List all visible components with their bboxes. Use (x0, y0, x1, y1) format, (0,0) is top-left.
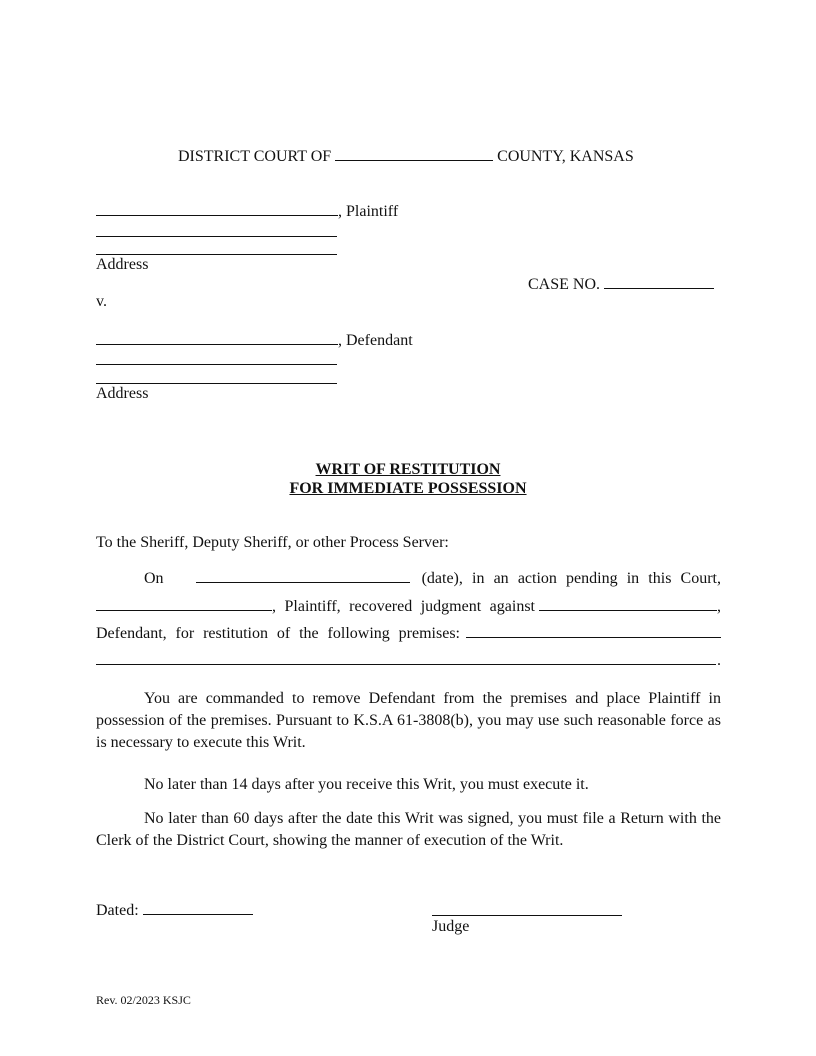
command-paragraph: You are commanded to remove Defendant from the premises and place Plaintiff in possession of the premises. Pursuant to K.S.A 61-3808(b), you may use such reasonable force as is necessary to execute this Writ. (96, 690, 721, 751)
judgment-defendant-field[interactable] (539, 595, 717, 611)
revision-footer: Rev. 02/2023 KSJC (96, 993, 191, 1007)
defendant-name-field[interactable] (96, 329, 338, 345)
defendant-name-line (96, 329, 413, 351)
court-header (178, 145, 634, 167)
premises-field-1[interactable] (466, 622, 721, 638)
case-number-field[interactable] (604, 273, 714, 289)
judgment-date-field[interactable] (196, 567, 410, 583)
dated-field[interactable] (143, 899, 253, 915)
document-title-line-2: FOR IMMEDIATE POSSESSION (289, 480, 527, 497)
county-name-field[interactable] (335, 145, 493, 161)
judgment-plaintiff-field[interactable] (96, 595, 272, 611)
plaintiff-recovered-text: , Plaintiff, recovered judgment against (272, 598, 535, 615)
dated-label: Dated: (96, 902, 139, 919)
period-text: . (717, 652, 721, 669)
comma-text: , (717, 598, 721, 615)
premises-field-2[interactable] (96, 649, 716, 665)
plaintiff-role-label: , Plaintiff (338, 203, 399, 220)
plaintiff-name-field[interactable] (96, 200, 338, 216)
case-number-label: CASE NO. (528, 276, 601, 293)
judgment-line-3 (96, 622, 721, 644)
versus-label: v. (96, 293, 107, 310)
return-paragraph: No later than 60 days after the date this Writ was signed, you must file a Return with the Clerk of the District Court, showing the manner of execution of the Writ. (96, 810, 721, 849)
judge-label: Judge (432, 918, 470, 935)
defendant-role-label: , Defendant (338, 332, 413, 349)
on-label: On (144, 570, 164, 587)
defendant-restitution-text: Defendant, for restitution of the following premises: (96, 625, 460, 642)
court-header-prefix: DISTRICT COURT OF (178, 148, 332, 165)
plaintiff-address-label: Address (96, 256, 149, 273)
date-note-text: (date), in an action pending in this Court, (421, 570, 721, 587)
plaintiff-address-line-1[interactable] (96, 236, 337, 237)
defendant-address-line-1[interactable] (96, 364, 337, 365)
defendant-address-label: Address (96, 385, 149, 402)
salutation: To the Sheriff, Deputy Sheriff, or other Process Server: (96, 534, 449, 551)
court-header-suffix: COUNTY, KANSAS (497, 148, 634, 165)
dated-line (96, 899, 253, 921)
judgment-line-1 (96, 567, 721, 589)
document-title-line-1: WRIT OF RESTITUTION (315, 461, 501, 478)
judgment-line-2 (96, 595, 721, 617)
judge-signature-line[interactable] (432, 915, 622, 916)
plaintiff-name-line (96, 200, 398, 222)
judgment-line-4 (96, 649, 721, 671)
execute-paragraph: No later than 14 days after you receive this Writ, you must execute it. (144, 776, 589, 793)
case-number (528, 273, 714, 295)
